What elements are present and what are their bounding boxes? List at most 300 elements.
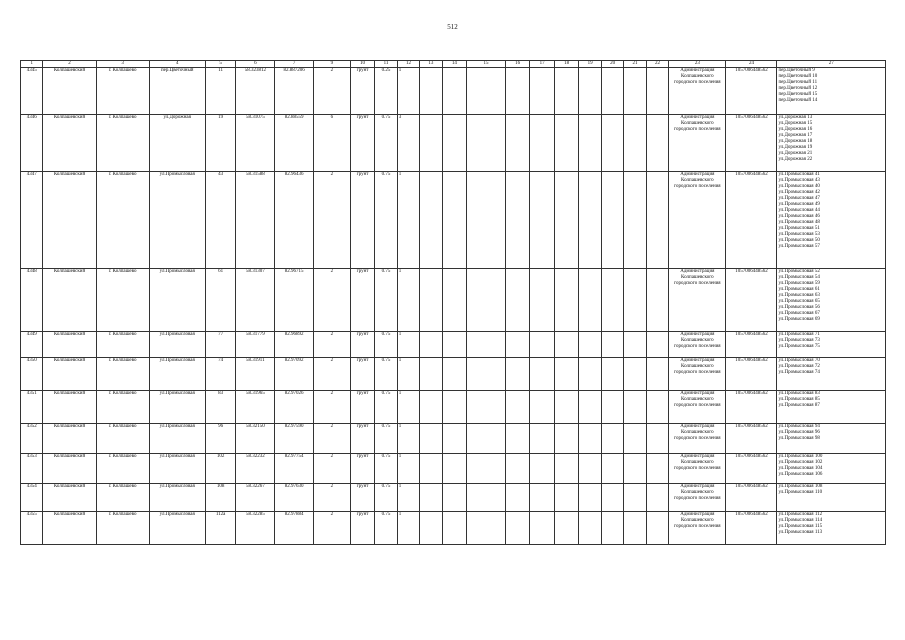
empty-cell xyxy=(467,172,506,269)
lat-cell: 58.31779 xyxy=(236,332,275,358)
address-line: ул.Промысловая 112 xyxy=(778,512,823,517)
street-cell: ул.Дорожная xyxy=(149,115,205,172)
empty-cell xyxy=(554,424,579,454)
empty-cell xyxy=(467,115,506,172)
col12-cell: 3 xyxy=(397,115,419,172)
address-line: ул.Промысловая 57 xyxy=(778,244,820,249)
col9-cell: 2 xyxy=(314,424,351,454)
district-cell: Колпашевский xyxy=(43,332,96,358)
empty-cell xyxy=(530,484,555,512)
surface-cell: грунт xyxy=(350,332,375,358)
table-row xyxy=(21,454,886,484)
empty-cell xyxy=(467,484,506,512)
address-line: ул.Промысловая 53 xyxy=(778,232,820,237)
addresses-cell xyxy=(777,358,886,391)
surface-cell: грунт xyxy=(350,68,375,115)
empty-cell xyxy=(579,512,601,545)
address-line: ул.Промысловая 73 xyxy=(778,338,820,343)
empty-cell xyxy=(442,269,467,332)
header-cell: 7 xyxy=(275,61,314,68)
address-line: ул.Промысловая 113 xyxy=(778,530,823,535)
lon-cell: 82.96436 xyxy=(275,172,314,269)
address-line: ул.Промысловая 50 xyxy=(778,238,820,243)
empty-cell xyxy=(530,172,555,269)
address-line: ул.Промысловая 47 xyxy=(778,196,820,201)
lat-cell: 58.32232 xyxy=(236,454,275,484)
id-cell: 4351 xyxy=(21,391,43,424)
district-cell: Колпашевский xyxy=(43,172,96,269)
lat-cell: 58.32150 xyxy=(236,424,275,454)
empty-cell xyxy=(554,454,579,484)
table-row xyxy=(21,512,886,545)
empty-cell xyxy=(646,454,668,484)
empty-cell xyxy=(601,454,623,484)
lat-cell: 58.31588 xyxy=(236,172,275,269)
address-line: ул.Промысловая 54 xyxy=(778,275,820,280)
city-cell: г. Колпашево xyxy=(96,172,149,269)
col9-cell: 2 xyxy=(314,172,351,269)
street-cell: ул.Промысловая xyxy=(149,332,205,358)
header-cell: 5 xyxy=(205,61,236,68)
district-cell: Колпашевский xyxy=(43,424,96,454)
address-line: ул.Промысловая 48 xyxy=(778,220,820,225)
address-line: ул.Промысловая 59 xyxy=(778,281,820,286)
address-line: пер.Цветочный 15 xyxy=(778,92,818,97)
header-cell: 3 xyxy=(96,61,149,68)
empty-cell xyxy=(442,332,467,358)
col11-cell: 0.75 xyxy=(375,332,397,358)
empty-cell xyxy=(554,358,579,391)
address-line: ул.Промысловая 75 xyxy=(778,344,820,349)
address-line: ул.Промысловая 56 xyxy=(778,305,820,310)
col12-cell: 1 xyxy=(397,484,419,512)
address-line: ул.Промысловая 114 xyxy=(778,518,823,523)
col11-cell: 0.75 xyxy=(375,115,397,172)
col9-cell: 2 xyxy=(314,332,351,358)
empty-cell xyxy=(579,68,601,115)
address-line: ул.Дорожная 16 xyxy=(778,127,813,132)
empty-cell xyxy=(601,269,623,332)
empty-cell xyxy=(442,424,467,454)
empty-cell xyxy=(420,454,442,484)
col9-cell: 2 xyxy=(314,391,351,424)
street-cell: ул.Промысловая xyxy=(149,269,205,332)
id-cell: 4345 xyxy=(21,68,43,115)
org-cell: Администрация Колпашевского городского поселения xyxy=(669,484,726,512)
ogrn-cell: 1057006448562 xyxy=(726,484,777,512)
address-line: ул.Дорожная 18 xyxy=(778,139,813,144)
street-cell: ул.Промысловая xyxy=(149,172,205,269)
district-cell: Колпашевский xyxy=(43,68,96,115)
table-row xyxy=(21,115,886,172)
surface-cell: грунт xyxy=(350,391,375,424)
lat-cell: 58.31965 xyxy=(236,391,275,424)
col12-cell: 1 xyxy=(397,172,419,269)
empty-cell xyxy=(505,172,530,269)
district-cell: Колпашевский xyxy=(43,454,96,484)
city-cell: г. Колпашево xyxy=(96,391,149,424)
house-cell: 108 xyxy=(205,484,236,512)
empty-cell xyxy=(624,512,646,545)
addresses-cell xyxy=(777,68,886,115)
empty-cell xyxy=(530,391,555,424)
address-line: ул.Промысловая 40 xyxy=(778,184,820,189)
id-cell: 4350 xyxy=(21,358,43,391)
header-cell: 20 xyxy=(601,61,623,68)
id-cell: 4346 xyxy=(21,115,43,172)
addresses-cell xyxy=(777,172,886,269)
empty-cell xyxy=(420,68,442,115)
header-cell: 14 xyxy=(442,61,467,68)
ogrn-cell: 1057006448562 xyxy=(726,68,777,115)
address-line: ул.Промысловая 70 xyxy=(778,358,820,363)
ogrn-cell: 1057006448562 xyxy=(726,424,777,454)
district-cell: Колпашевский xyxy=(43,484,96,512)
col9-cell: 2 xyxy=(314,269,351,332)
address-line: ул.Дорожная 22 xyxy=(778,157,813,162)
header-cell: 23 xyxy=(669,61,726,68)
empty-cell xyxy=(601,172,623,269)
ogrn-cell: 1057006448562 xyxy=(726,454,777,484)
address-line: ул.Промысловая 69 xyxy=(778,317,820,322)
addresses-cell xyxy=(777,332,886,358)
address-line: ул.Промысловая 67 xyxy=(778,311,820,316)
address-line: ул.Промысловая 83 xyxy=(778,391,820,396)
address-line: ул.Промысловая 96 xyxy=(778,430,820,435)
org-cell: Администрация Колпашевского городского поселения xyxy=(669,358,726,391)
address-line: ул.Промысловая 71 xyxy=(778,332,820,337)
address-line: ул.Промысловая 41 xyxy=(778,172,820,177)
id-cell: 4353 xyxy=(21,454,43,484)
header-cell: 1 xyxy=(21,61,43,68)
district-cell: Колпашевский xyxy=(43,115,96,172)
address-line: пер.Цветочный 12 xyxy=(778,86,818,91)
empty-cell xyxy=(646,391,668,424)
col12-cell: 1 xyxy=(397,332,419,358)
table-row xyxy=(21,484,886,512)
empty-cell xyxy=(420,358,442,391)
empty-cell xyxy=(579,424,601,454)
empty-cell xyxy=(624,484,646,512)
empty-cell xyxy=(579,484,601,512)
empty-cell xyxy=(579,172,601,269)
col12-cell: 1 xyxy=(397,358,419,391)
house-cell: 61 xyxy=(205,269,236,332)
ogrn-cell: 1057006448562 xyxy=(726,512,777,545)
lon-cell: 82.97884 xyxy=(275,512,314,545)
id-cell: 4349 xyxy=(21,332,43,358)
col9-cell: 2 xyxy=(314,512,351,545)
address-line: ул.Промысловая 61 xyxy=(778,287,820,292)
table-row xyxy=(21,172,886,269)
empty-cell xyxy=(467,332,506,358)
col12-cell: 1 xyxy=(397,454,419,484)
empty-cell xyxy=(442,172,467,269)
empty-cell xyxy=(442,358,467,391)
address-line: ул.Промысловая 74 xyxy=(778,370,820,375)
surface-cell: грунт xyxy=(350,424,375,454)
org-cell: Администрация Колпашевского городского поселения xyxy=(669,115,726,172)
empty-cell xyxy=(467,512,506,545)
empty-cell xyxy=(467,454,506,484)
col11-cell: 0.75 xyxy=(375,172,397,269)
org-cell: Администрация Колпашевского городского поселения xyxy=(669,68,726,115)
empty-cell xyxy=(646,424,668,454)
empty-cell xyxy=(624,454,646,484)
org-cell: Администрация Колпашевского городского поселения xyxy=(669,454,726,484)
table-row xyxy=(21,391,886,424)
header-cell: 10 xyxy=(350,61,375,68)
address-line: пер.Цветочный 9 xyxy=(778,68,815,73)
col12-cell: 1 xyxy=(397,512,419,545)
empty-cell xyxy=(601,484,623,512)
address-line: ул.Промысловая 94 xyxy=(778,424,820,429)
surface-cell: грунт xyxy=(350,484,375,512)
col11-cell: 0.75 xyxy=(375,484,397,512)
address-line: ул.Промысловая 102 xyxy=(778,460,823,465)
empty-cell xyxy=(601,115,623,172)
header-cell: 13 xyxy=(420,61,442,68)
empty-cell xyxy=(442,68,467,115)
empty-cell xyxy=(554,172,579,269)
surface-cell: грунт xyxy=(350,512,375,545)
addresses-cell xyxy=(777,512,886,545)
surface-cell: грунт xyxy=(350,358,375,391)
lat-cell: 58.31307 xyxy=(236,269,275,332)
empty-cell xyxy=(646,332,668,358)
lon-cell: 82.97590 xyxy=(275,424,314,454)
empty-cell xyxy=(601,358,623,391)
address-line: ул.Промысловая 85 xyxy=(778,397,820,402)
address-line: ул.Промысловая 98 xyxy=(778,436,820,441)
empty-cell xyxy=(646,115,668,172)
empty-cell xyxy=(467,68,506,115)
header-cell: 15 xyxy=(467,61,506,68)
empty-cell xyxy=(420,484,442,512)
surface-cell: грунт xyxy=(350,269,375,332)
addresses-cell xyxy=(777,115,886,172)
lon-cell: 82.88559 xyxy=(275,115,314,172)
surface-cell: грунт xyxy=(350,172,375,269)
header-cell: 27 xyxy=(777,61,886,68)
empty-cell xyxy=(467,424,506,454)
table-row xyxy=(21,68,886,115)
street-cell: пер.Цветочный xyxy=(149,68,205,115)
empty-cell xyxy=(530,512,555,545)
org-cell: Администрация Колпашевского городского поселения xyxy=(669,332,726,358)
empty-cell xyxy=(420,512,442,545)
col12-cell: 1 xyxy=(397,424,419,454)
street-cell: ул.Промысловая xyxy=(149,512,205,545)
header-cell: 21 xyxy=(624,61,646,68)
empty-cell xyxy=(505,512,530,545)
empty-cell xyxy=(420,424,442,454)
ogrn-cell: 1057006448562 xyxy=(726,172,777,269)
empty-cell xyxy=(505,424,530,454)
empty-cell xyxy=(467,391,506,424)
house-cell: 96 xyxy=(205,424,236,454)
empty-cell xyxy=(442,454,467,484)
address-line: ул.Промысловая 115 xyxy=(778,524,823,529)
header-cell: 18 xyxy=(554,61,579,68)
addresses-cell xyxy=(777,484,886,512)
table-row xyxy=(21,424,886,454)
empty-cell xyxy=(467,358,506,391)
ogrn-cell: 1057006448562 xyxy=(726,332,777,358)
header-cell: 2 xyxy=(43,61,96,68)
ogrn-cell: 1057006448562 xyxy=(726,269,777,332)
header-cell: 17 xyxy=(530,61,555,68)
empty-cell xyxy=(579,115,601,172)
empty-cell xyxy=(530,424,555,454)
empty-cell xyxy=(579,358,601,391)
surface-cell: грунт xyxy=(350,115,375,172)
empty-cell xyxy=(646,68,668,115)
empty-cell xyxy=(420,269,442,332)
empty-cell xyxy=(505,358,530,391)
id-cell: 4348 xyxy=(21,269,43,332)
empty-cell xyxy=(530,269,555,332)
table-row xyxy=(21,332,886,358)
header-cell: 11 xyxy=(375,61,397,68)
id-cell: 4354 xyxy=(21,484,43,512)
empty-cell xyxy=(554,484,579,512)
lon-cell: 82.97754 xyxy=(275,454,314,484)
empty-cell xyxy=(624,68,646,115)
lat-cell: 58.32285 xyxy=(236,512,275,545)
lon-cell: 82.96715 xyxy=(275,269,314,332)
org-cell: Администрация Колпашевского городского поселения xyxy=(669,424,726,454)
empty-cell xyxy=(530,332,555,358)
header-cell: 24 xyxy=(726,61,777,68)
address-line: ул.Промысловая 51 xyxy=(778,226,820,231)
address-line: ул.Дорожная 19 xyxy=(778,145,813,150)
lon-cell: 82.97026 xyxy=(275,391,314,424)
address-line: ул.Промысловая 52 xyxy=(778,269,820,274)
lon-cell: 82.96892 xyxy=(275,332,314,358)
lon-cell: 82.97092 xyxy=(275,358,314,391)
address-line: ул.Дорожная 13 xyxy=(778,115,813,120)
header-cell: 12 xyxy=(397,61,419,68)
id-cell: 4355 xyxy=(21,512,43,545)
empty-cell xyxy=(554,68,579,115)
empty-cell xyxy=(467,269,506,332)
surface-cell: грунт xyxy=(350,454,375,484)
lon-cell: 82.97630 xyxy=(275,484,314,512)
col12-cell: 1 xyxy=(397,391,419,424)
empty-cell xyxy=(646,358,668,391)
col11-cell: 0.75 xyxy=(375,512,397,545)
city-cell: г. Колпашево xyxy=(96,68,149,115)
address-line: ул.Промысловая 110 xyxy=(778,490,823,495)
header-cell: 9 xyxy=(314,61,351,68)
house-cell: 112а xyxy=(205,512,236,545)
empty-cell xyxy=(530,115,555,172)
empty-cell xyxy=(624,358,646,391)
city-cell: г. Колпашево xyxy=(96,332,149,358)
col9-cell: 6 xyxy=(314,115,351,172)
col12-cell: 1 xyxy=(397,269,419,332)
lat-cell: 58.31075 xyxy=(236,115,275,172)
col11-cell: 0.75 xyxy=(375,424,397,454)
org-cell: Администрация Колпашевского городского поселения xyxy=(669,512,726,545)
address-line: ул.Промысловая 42 xyxy=(778,190,820,195)
ogrn-cell: 1057006448562 xyxy=(726,115,777,172)
empty-cell xyxy=(505,332,530,358)
ogrn-cell: 1057006448562 xyxy=(726,358,777,391)
street-cell: ул.Промысловая xyxy=(149,358,205,391)
empty-cell xyxy=(624,424,646,454)
lat-cell: 58.323812 xyxy=(236,68,275,115)
empty-cell xyxy=(505,68,530,115)
org-cell: Администрация Колпашевского городского поселения xyxy=(669,172,726,269)
empty-cell xyxy=(646,269,668,332)
address-line: ул.Дорожная 21 xyxy=(778,151,813,156)
street-cell: ул.Промысловая xyxy=(149,391,205,424)
empty-cell xyxy=(554,512,579,545)
address-line: ул.Промысловая 44 xyxy=(778,208,820,213)
street-cell: ул.Промысловая xyxy=(149,454,205,484)
empty-cell xyxy=(624,332,646,358)
address-line: ул.Промысловая 46 xyxy=(778,214,820,219)
empty-cell xyxy=(624,391,646,424)
address-line: ул.Промысловая 104 xyxy=(778,466,823,471)
district-cell: Колпашевский xyxy=(43,512,96,545)
street-cell: ул.Промысловая xyxy=(149,424,205,454)
empty-cell xyxy=(442,115,467,172)
table-row xyxy=(21,269,886,332)
city-cell: г. Колпашево xyxy=(96,358,149,391)
address-line: пер.Цветочный 11 xyxy=(778,80,818,85)
house-cell: 74 xyxy=(205,358,236,391)
address-line: ул.Промысловая 65 xyxy=(778,299,820,304)
empty-cell xyxy=(624,115,646,172)
empty-cell xyxy=(554,115,579,172)
empty-cell xyxy=(420,332,442,358)
addresses-cell xyxy=(777,269,886,332)
addresses-cell xyxy=(777,424,886,454)
empty-cell xyxy=(420,172,442,269)
house-cell: 102 xyxy=(205,454,236,484)
col12-cell: 1 xyxy=(397,68,419,115)
col11-cell: 0.75 xyxy=(375,391,397,424)
col9-cell: 2 xyxy=(314,484,351,512)
city-cell: г. Колпашево xyxy=(96,269,149,332)
empty-cell xyxy=(601,512,623,545)
org-cell: Администрация Колпашевского городского поселения xyxy=(669,391,726,424)
city-cell: г. Колпашево xyxy=(96,512,149,545)
empty-cell xyxy=(530,358,555,391)
address-line: ул.Дорожная 15 xyxy=(778,121,813,126)
house-cell: 19 xyxy=(205,115,236,172)
table-body xyxy=(21,68,886,545)
empty-cell xyxy=(554,391,579,424)
header-cell: 16 xyxy=(505,61,530,68)
col11-cell: 0.75 xyxy=(375,454,397,484)
empty-cell xyxy=(420,391,442,424)
col9-cell: 2 xyxy=(314,68,351,115)
empty-cell xyxy=(442,484,467,512)
table-row xyxy=(21,358,886,391)
id-cell: 4347 xyxy=(21,172,43,269)
address-line: ул.Промысловая 100 xyxy=(778,454,823,459)
district-cell: Колпашевский xyxy=(43,391,96,424)
page-number: 512 xyxy=(447,23,458,31)
empty-cell xyxy=(579,332,601,358)
addresses-cell xyxy=(777,391,886,424)
address-line: пер.Цветочный 14 xyxy=(778,98,818,103)
address-line: ул.Промысловая 63 xyxy=(778,293,820,298)
